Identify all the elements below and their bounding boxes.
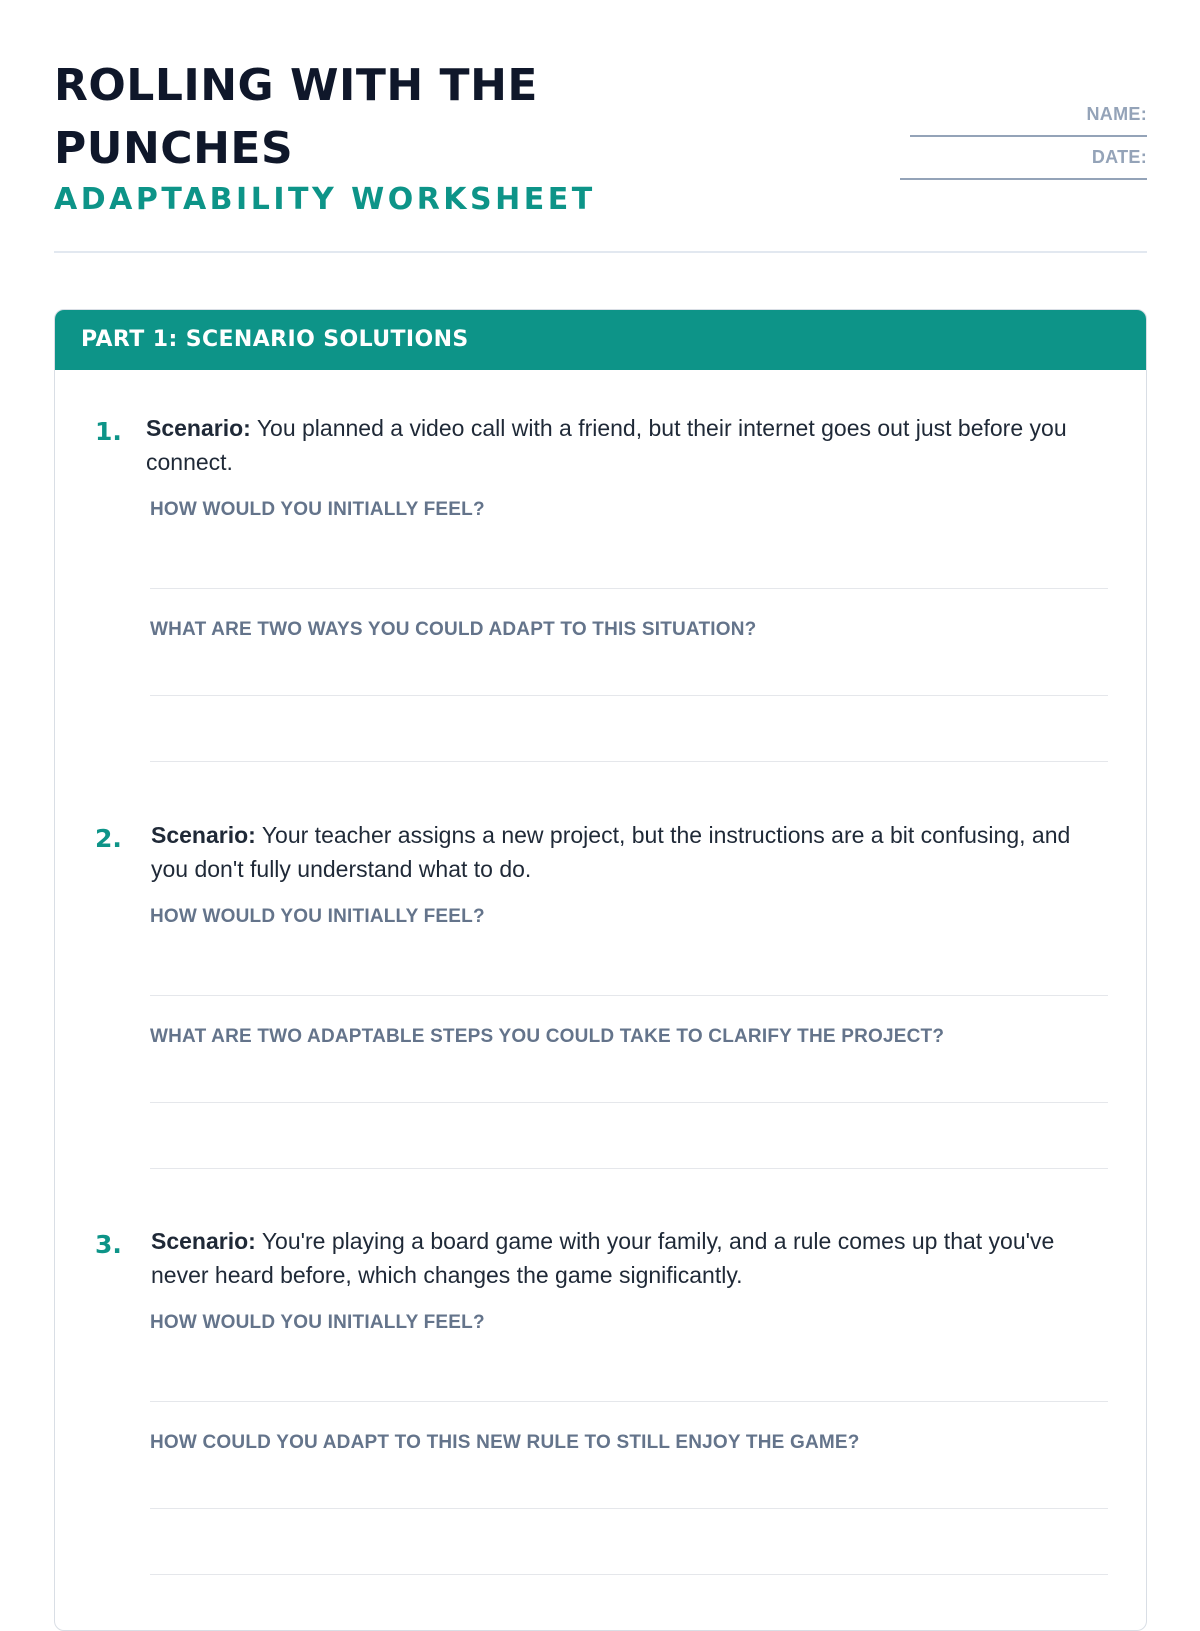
scenario-description: You planned a video call with a friend, but their internet goes out just before you connect. [146,415,1067,475]
part1-card [54,309,1147,1631]
answer-line[interactable] [150,588,1108,589]
answer-line[interactable] [150,1102,1108,1103]
date-input-line[interactable] [900,178,1147,180]
scenario-description: Your teacher assigns a new project, but the instructions are a bit confusing, and you don't fully understand what to do. [151,822,1071,882]
answer-line[interactable] [150,761,1108,762]
scenario-label: Scenario: [151,1228,256,1254]
answer-line[interactable] [150,995,1108,996]
scenario-item [55,411,1146,771]
date-field [887,147,1147,180]
scenario-text [146,411,1106,479]
feel-question: HOW WOULD YOU INITIALLY FEEL? [150,1312,485,1333]
header-divider [54,251,1147,253]
scenario-number: 2. [95,824,122,853]
scenario-label: Scenario: [146,415,251,441]
scenario-label: Scenario: [151,822,256,848]
feel-question: HOW WOULD YOU INITIALLY FEEL? [150,499,485,520]
scenario-number: 1. [95,417,122,446]
scenario-text [151,1224,1106,1292]
worksheet-subtitle: ADAPTABILITY WORKSHEET [54,182,596,217]
feel-question: HOW WOULD YOU INITIALLY FEEL? [150,906,485,927]
scenario-text [151,818,1106,886]
date-label: DATE: [1091,147,1147,167]
worksheet-header [54,54,1147,254]
scenario-item [55,1224,1146,1584]
answer-line[interactable] [150,1168,1108,1169]
adapt-question: WHAT ARE TWO ADAPTABLE STEPS YOU COULD TAKE TO CLARIFY THE PROJECT? [150,1026,945,1047]
adapt-question: HOW COULD YOU ADAPT TO THIS NEW RULE TO STILL ENJOY THE GAME? [150,1432,860,1453]
scenario-description: You're playing a board game with your family, and a rule comes up that you've never heard before, which changes the game significantly. [151,1228,1055,1288]
part1-heading: PART 1: SCENARIO SOLUTIONS [55,310,1146,370]
answer-line[interactable] [150,1508,1108,1509]
name-input-line[interactable] [910,135,1147,137]
answer-line[interactable] [150,1574,1108,1575]
student-fields [887,104,1147,190]
name-label: NAME: [1086,104,1147,124]
scenario-number: 3. [95,1230,122,1259]
worksheet-title: ROLLING WITH THE PUNCHES [54,60,538,174]
name-field [887,104,1147,137]
adapt-question: WHAT ARE TWO WAYS YOU COULD ADAPT TO THIS SITUATION? [150,619,757,640]
scenario-item [55,818,1146,1178]
answer-line[interactable] [150,1401,1108,1402]
answer-line[interactable] [150,695,1108,696]
